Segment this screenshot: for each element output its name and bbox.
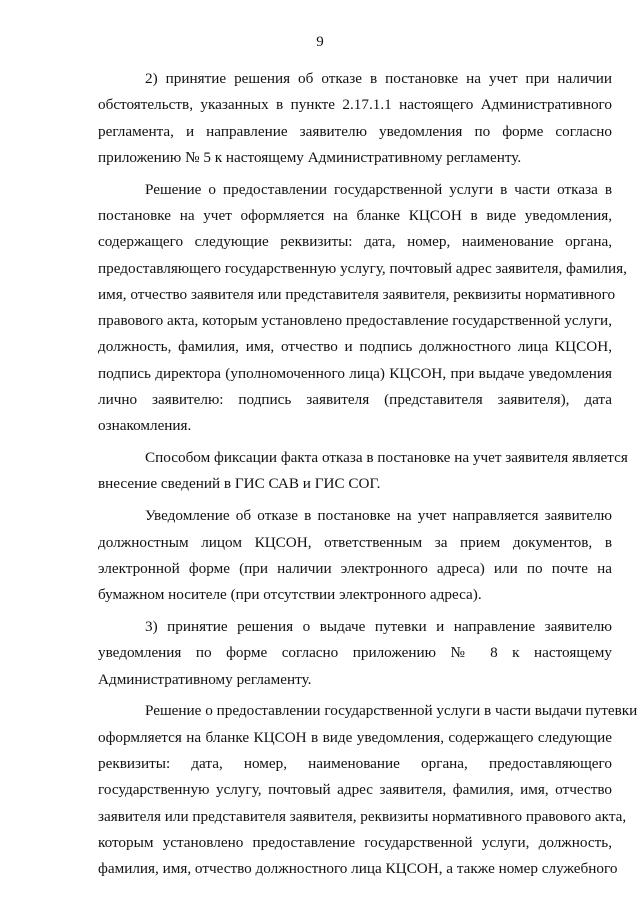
text-line: лично заявителю: подпись заявителя (представителя заявителя), дата bbox=[98, 391, 612, 409]
text-line: Решение о предоставлении государственной услуги в части выдачи путевки bbox=[145, 702, 638, 720]
paragraph bbox=[98, 445, 628, 498]
text-line: подпись директора (уполномоченного лица) КЦСОН, при выдаче уведомления bbox=[98, 364, 612, 382]
paragraph bbox=[98, 698, 638, 882]
text-line: 2) принятие решения об отказе в постановке на учет при наличии bbox=[145, 70, 612, 87]
text-line: приложению № 5 к настоящему Административному регламенту. bbox=[98, 148, 522, 166]
text-line: Способом фиксации факта отказа в постановке на учет заявителя является bbox=[145, 449, 628, 467]
text-line: правового акта, которым установлено предоставление государственной услуги, bbox=[98, 312, 612, 330]
text-line: постановке на учет оформляется на бланке КЦСОН в виде уведомления, bbox=[98, 206, 612, 224]
paragraph bbox=[98, 503, 612, 608]
text-line: внесение сведений в ГИС САВ и ГИС СОГ. bbox=[98, 475, 381, 493]
text-line: предоставляющего государственную услугу, почтовый адрес заявителя, фамилия, bbox=[98, 259, 627, 277]
text-line: реквизиты: дата, номер, наименование органа, предоставляющего bbox=[98, 754, 612, 772]
text-line: фамилия, имя, отчество должностного лица КЦСОН, а также номер служебного bbox=[98, 860, 618, 878]
text-line: государственную услугу, почтовый адрес заявителя, фамилия, имя, отчество bbox=[98, 781, 612, 799]
text-line: заявителя или представителя заявителя, реквизиты нормативного правового акта, bbox=[98, 807, 627, 825]
paragraph bbox=[98, 66, 612, 171]
text-line: обстоятельств, указанных в пункте 2.17.1.1 настоящего Административного bbox=[98, 96, 612, 114]
text-line: бумажном носителе (при отсутствии электронного адреса). bbox=[98, 586, 482, 604]
text-line: ознакомления. bbox=[98, 417, 192, 435]
text-line: содержащего следующие реквизиты: дата, номер, наименование органа, bbox=[98, 233, 612, 251]
text-line: Уведомление об отказе в постановке на учет направляется заявителю bbox=[145, 507, 612, 525]
text-line: электронной форме (при наличии электронного адреса) или по почте на bbox=[98, 559, 612, 577]
text-line: 3) принятие решения о выдаче путевки и направление заявителю bbox=[145, 617, 612, 635]
paragraph bbox=[98, 614, 612, 693]
text-line: которым установлено предоставление государственной услуги, должность, bbox=[98, 833, 612, 851]
document-body bbox=[98, 66, 638, 888]
page-number: 9 bbox=[316, 34, 324, 50]
paragraph bbox=[98, 177, 627, 440]
text-line: оформляется на бланке КЦСОН в виде уведомления, содержащего следующие bbox=[98, 728, 612, 746]
text-line: должность, фамилия, имя, отчество и подпись должностного лица КЦСОН, bbox=[98, 338, 612, 356]
text-line: уведомления по форме согласно приложению № 8 к настоящему bbox=[98, 644, 612, 662]
text-line: имя, отчество заявителя или представителя заявителя, реквизиты нормативного bbox=[98, 285, 616, 303]
text-line: Решение о предоставлении государственной услуги в части отказа в bbox=[145, 180, 612, 198]
text-line: должностным лицом КЦСОН, ответственным за прием документов, в bbox=[98, 533, 612, 551]
text-line: регламента, и направление заявителю уведомления по форме согласно bbox=[98, 122, 612, 140]
text-line: Административному регламенту. bbox=[98, 670, 312, 688]
